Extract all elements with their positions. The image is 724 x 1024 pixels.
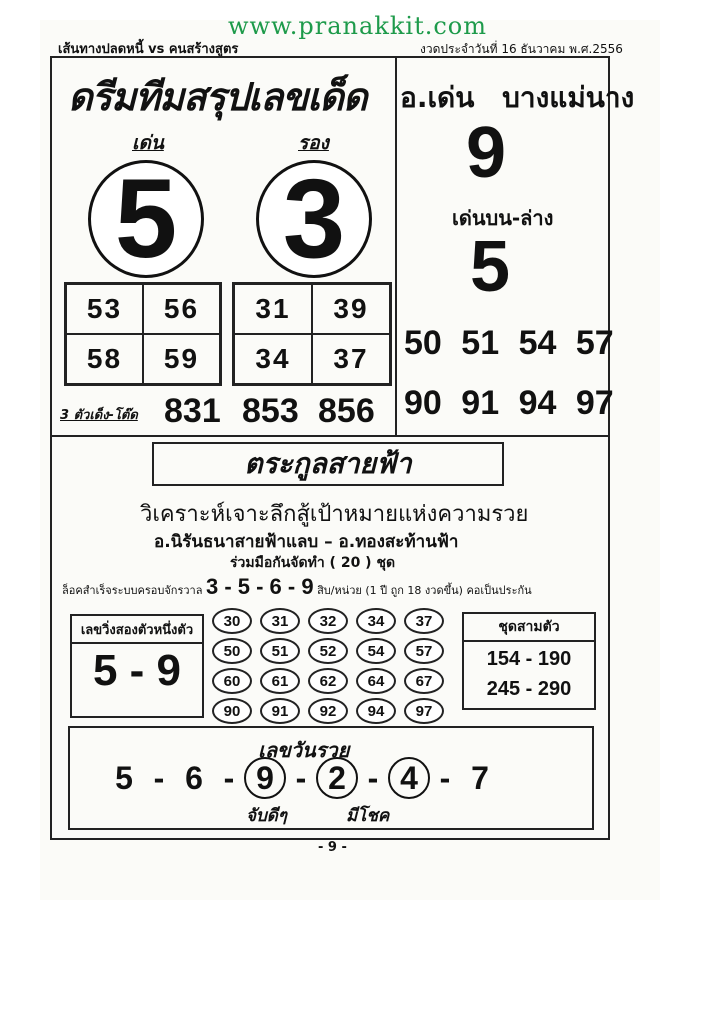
- second-digit: 3: [282, 156, 346, 281]
- seq-dash: -: [367, 759, 379, 796]
- foot-text-b: มีโชค: [346, 806, 390, 826]
- second-pair-cell: 39: [312, 284, 390, 334]
- pair-pill: 61: [260, 668, 300, 694]
- main-pairs-grid: [64, 282, 222, 386]
- pair-pill: 37: [404, 608, 444, 634]
- second-pairs-grid: [232, 282, 392, 386]
- main-pair-cell: 59: [143, 334, 220, 384]
- pair-pill: 34: [356, 608, 396, 634]
- pair-pill: 54: [356, 638, 396, 664]
- main-pair-cell: 58: [66, 334, 143, 384]
- seq-digit-circled: 9: [244, 757, 286, 799]
- vertical-divider: [395, 58, 397, 435]
- seq-dash: -: [295, 759, 307, 796]
- pair-pill: 92: [308, 698, 348, 724]
- main-digit-circle: [88, 156, 204, 281]
- three-digit-1: 831: [164, 392, 221, 430]
- main-pair-cell: 53: [66, 284, 143, 334]
- lucky-sequence: [104, 758, 500, 798]
- pair-pill: 94: [356, 698, 396, 724]
- formula-prefix: ล็อคสำเร็จระบบครอบจักรวาล: [62, 584, 203, 597]
- site-url[interactable]: www.pranakkit.com: [228, 12, 488, 40]
- right-row-1: [404, 324, 614, 363]
- pair-pill: 52: [308, 638, 348, 664]
- right-num: 91: [461, 384, 500, 422]
- pair-pill: 64: [356, 668, 396, 694]
- right-num: 51: [461, 324, 500, 362]
- horizontal-divider: [52, 435, 608, 437]
- pair-pill: 57: [404, 638, 444, 664]
- three-digit-label: 3 ตัวเด็ง-โต๊ด: [60, 408, 138, 423]
- second-pair-cell: 37: [312, 334, 390, 384]
- main-pair-cell: 56: [143, 284, 220, 334]
- right-num: 54: [518, 324, 557, 362]
- running-digits-box: [70, 614, 204, 718]
- header-date: งวดประจำวันที่ 16 ธันวาคม พ.ศ.2556: [420, 42, 623, 56]
- running-digits-label: เลขวิ่งสองตัวหนึ่งตัว: [72, 616, 202, 644]
- cooperation-line: ร่วมมือกันจัดทำ ( 20 ) ชุด: [230, 555, 396, 571]
- right-num: 90: [404, 384, 442, 422]
- pair-pill: 91: [260, 698, 300, 724]
- right-title-b: บางแม่นาง: [502, 81, 635, 114]
- pair-pill: 97: [404, 698, 444, 724]
- three-digit-2: 853: [242, 392, 299, 430]
- right-title-a: อ.เด่น: [400, 81, 475, 114]
- formula-suffix: สิบ/หน่วย (1 ปี ถูก 18 งวดขึ้น) คอเป็นประกัน: [317, 584, 532, 597]
- second-digit-circle: [256, 156, 372, 281]
- three-set-2: 245 - 290: [486, 678, 572, 700]
- label-main: เด่น: [132, 132, 164, 154]
- main-digit: 5: [114, 156, 178, 281]
- right-top-digit: 9: [466, 113, 507, 193]
- lucky-day-box: [68, 726, 594, 830]
- second-pair-cell: 34: [234, 334, 312, 384]
- pair-pill: 62: [308, 668, 348, 694]
- right-num: 94: [518, 384, 557, 422]
- pair-pill: 60: [212, 668, 252, 694]
- pair-pill: 50: [212, 638, 252, 664]
- pair-pill: 51: [260, 638, 300, 664]
- three-digit-3: 856: [318, 392, 375, 430]
- dream-team-title: ดรีมทีมสรุปเลขเด็ด: [68, 75, 367, 119]
- second-pair-cell: 31: [234, 284, 312, 334]
- pair-pill: 30: [212, 608, 252, 634]
- seq-digit-circled: 2: [316, 757, 358, 799]
- pair-pill: 31: [260, 608, 300, 634]
- analysis-subtitle: วิเคราะห์เจาะลึกสู้เป้าหมายแห่งความรวย: [140, 502, 529, 527]
- seq-digit-circled: 4: [388, 757, 430, 799]
- right-num: 50: [404, 324, 442, 362]
- three-set-label: ชุดสามตัว: [464, 614, 594, 642]
- three-set-1: 154 - 190: [486, 648, 572, 670]
- running-digits-value: 5 - 9: [92, 646, 182, 695]
- right-num: 97: [575, 384, 614, 422]
- pair-pill: 32: [308, 608, 348, 634]
- pair-pill: 67: [404, 668, 444, 694]
- seq-dash: -: [153, 759, 165, 796]
- seq-digit: 5: [115, 759, 133, 796]
- right-num: 57: [575, 324, 614, 362]
- right-second-digit: 5: [470, 227, 511, 307]
- seq-dash: -: [439, 759, 451, 796]
- lucky-day-title: เลขวันรวย: [258, 738, 350, 762]
- family-banner: ตระกูลสายฟ้า: [152, 442, 504, 486]
- right-row-2: [404, 384, 614, 423]
- authors-line: อ.นิรันธนาสายฟ้าแลบ – อ.ทองสะท้านฟ้า: [154, 532, 459, 552]
- page-number: - 9 -: [318, 840, 347, 855]
- formula-line: [62, 574, 532, 600]
- foot-text-a: จับดีๆ: [246, 806, 287, 826]
- seq-dash: -: [223, 759, 235, 796]
- formula-digits: 3 - 5 - 6 - 9: [205, 574, 314, 599]
- pair-pill-grid: [212, 608, 452, 720]
- seq-digit: 6: [185, 759, 203, 796]
- pair-pill: 90: [212, 698, 252, 724]
- seq-digit: 7: [471, 759, 489, 796]
- three-set-box: [462, 612, 596, 710]
- header-left-title: เส้นทางปลดหนี้ vs คนสร้างสูตร: [58, 42, 239, 57]
- right-top-bottom-label: เด่นบน-ล่าง: [452, 206, 554, 230]
- right-panel-title: [400, 76, 634, 120]
- label-second: รอง: [298, 132, 329, 154]
